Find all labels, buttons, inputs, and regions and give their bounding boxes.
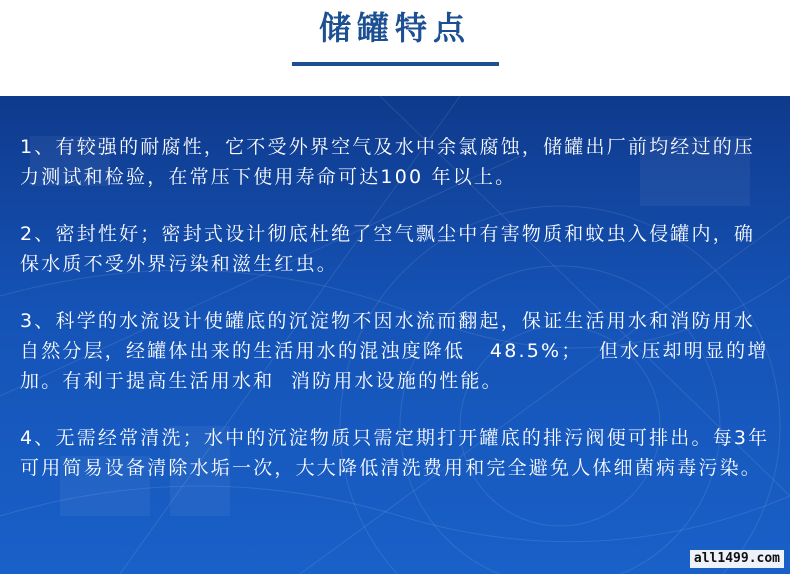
features-panel — [0, 96, 790, 574]
title-underline — [292, 62, 499, 66]
feature-paragraph-3: 3、科学的水流设计使罐底的沉淀物不因水流而翻起，保证生活用水和消防用水自然分层，经罐体出来的生活用水的混浊度降低 48.5%； 但水压却明显的增加。有利于提高生活用水和 消防用水设施的性能。 — [20, 310, 769, 392]
feature-paragraph-4: 4、无需经常清洗；水中的沉淀物质只需定期打开罐底的排污阀便可排出。每3年可用简易设备清除水垢一次，大大降低清洗费用和完全避免人体细菌病毒污染。 — [20, 427, 770, 479]
header — [0, 0, 790, 96]
page-title: 储罐特点 — [318, 9, 471, 47]
feature-paragraph-2: 2、密封性好；密封式设计彻底杜绝了空气飘尘中有害物质和蚊虫入侵罐内，确保水质不受外界污染和滋生红虫。 — [20, 223, 756, 275]
feature-paragraph-1: 1、有较强的耐腐性，它不受外界空气及水中余氯腐蚀，储罐出厂前均经过的压力测试和检验，在常压下使用寿命可达100 年以上。 — [20, 136, 756, 188]
watermark: all1499.com — [690, 550, 784, 568]
features-text — [20, 132, 775, 510]
